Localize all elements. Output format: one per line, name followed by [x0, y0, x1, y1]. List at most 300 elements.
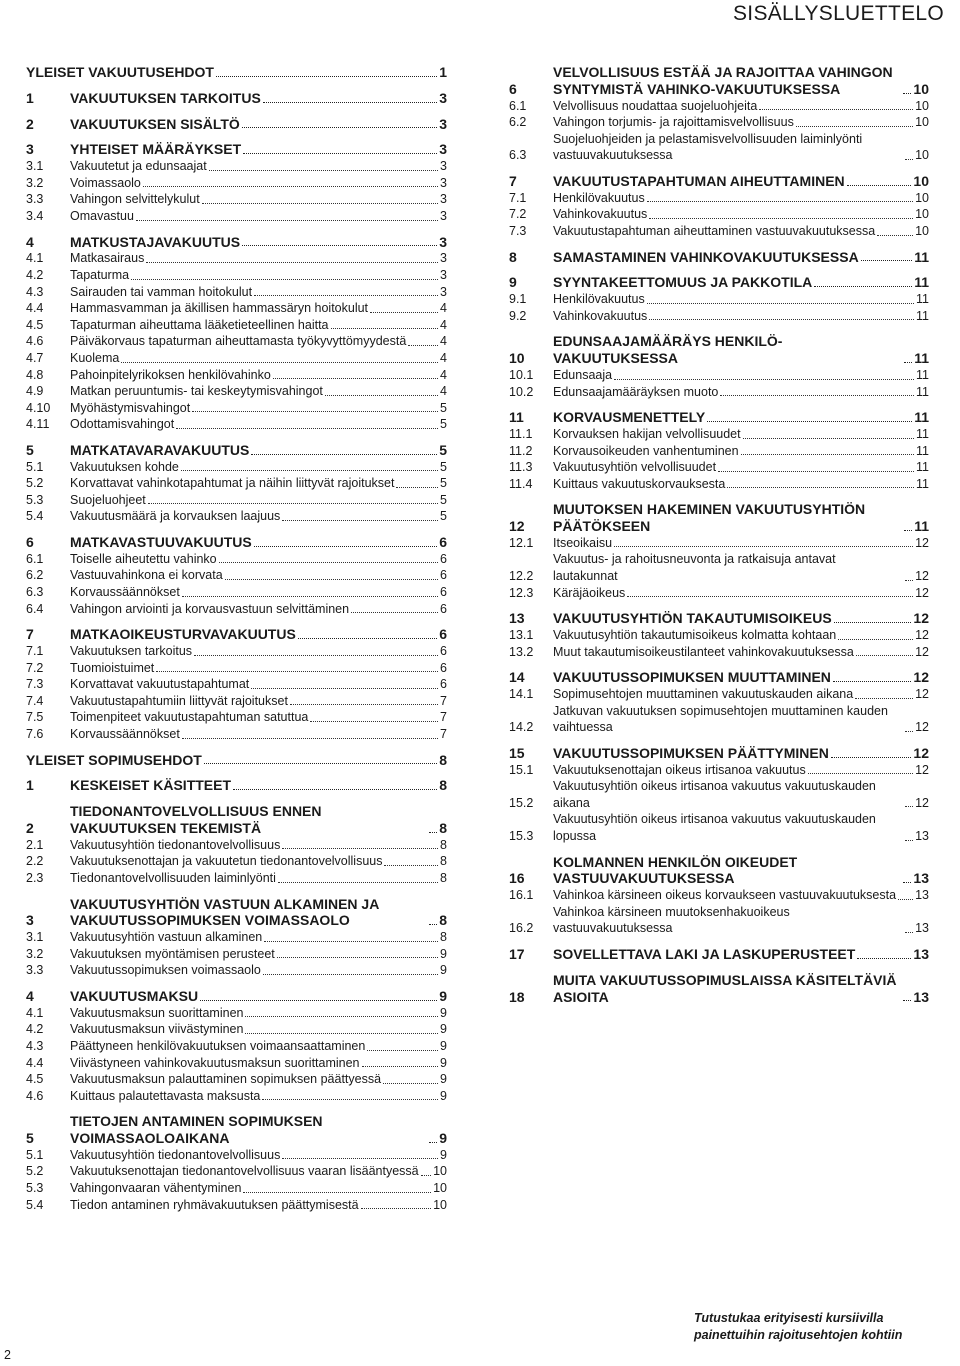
toc-entry-number: 3.2 — [26, 946, 44, 961]
toc-page-number: 13 — [913, 945, 929, 962]
toc-entry-title: Tiedon antaminen ryhmävakuutuksen päättymisestä — [70, 1197, 359, 1212]
toc-subsection-entry — [509, 190, 929, 207]
toc-subsection-entry — [509, 131, 929, 164]
toc-entry-number: 13.1 — [509, 628, 534, 643]
toc-entry-number: 15.2 — [509, 795, 534, 810]
toc-page-number: 8 — [439, 751, 447, 768]
toc-page-number: 6 — [440, 644, 447, 659]
toc-subsection-entry — [26, 300, 447, 317]
toc-entry-title: SAMASTAMINEN VAHINKOVAKUUTUKSESSA — [553, 248, 859, 265]
toc-entry-title: Vahinkovakuutus — [553, 308, 648, 323]
dot-leader — [429, 924, 437, 925]
toc-entry-title: Viivästyneen vahinkovakuutusmaksun suorittaminen — [70, 1055, 360, 1070]
dot-leader — [362, 1066, 439, 1067]
toc-entry-title: Suojeluohjeet — [70, 492, 146, 507]
toc-subsection-entry — [26, 1038, 447, 1055]
toc-entry-number: 7.1 — [26, 644, 44, 659]
dot-leader — [278, 882, 438, 883]
toc-entry-title: Vahingonvaaran vähentyminen — [70, 1181, 242, 1196]
toc-entry-number: 5.2 — [26, 476, 44, 491]
toc-entry-title: Vakuutusyhtiön vastuun alkaminen — [70, 930, 263, 945]
toc-subsection-entry — [26, 929, 447, 946]
toc-entry-title: Vakuutusyhtiön takautumisoikeus kolmatta kohtaan — [553, 628, 837, 643]
toc-entry-title: KORVAUSMENETTELY — [553, 409, 706, 426]
toc-entry-number: 3.2 — [26, 175, 44, 190]
toc-subsection-entry — [509, 443, 929, 460]
toc-entry-number: 12.1 — [509, 535, 534, 550]
toc-entry-title: Vakuutusyhtiön velvollisuudet — [553, 460, 717, 475]
toc-subsection-entry — [26, 191, 447, 208]
toc-page-number: 8 — [440, 870, 447, 885]
toc-entry-number: 6.3 — [509, 148, 527, 163]
toc-subsection-entry — [509, 644, 929, 661]
toc-section-entry — [26, 234, 447, 251]
toc-page-number: 4 — [440, 301, 447, 316]
toc-page-number: 9 — [440, 1055, 447, 1070]
toc-entry-title: EDUNSAAJAMÄÄRÄYS HENKILÖ-VAKUUTUKSESSA — [553, 333, 783, 367]
toc-entry-title: MATKAOIKEUSTURVAVAKUUTUS — [70, 626, 296, 643]
toc-page-number: 10 — [915, 190, 929, 205]
toc-subsection-entry — [26, 1147, 447, 1164]
toc-subsection-entry — [26, 208, 447, 225]
restriction-note — [694, 1310, 902, 1343]
dot-leader — [131, 279, 438, 280]
toc-entry-title: Vakuutusyhtiön tiedonantovelvollisuus — [70, 837, 281, 852]
dot-leader — [877, 235, 913, 236]
toc-page-number: 11 — [914, 409, 929, 426]
dot-leader — [905, 932, 913, 933]
toc-page-number: 11 — [916, 308, 929, 323]
toc-page-number: 10 — [915, 223, 929, 238]
toc-entry-number: 4 — [26, 233, 34, 250]
toc-entry-number: 7.3 — [26, 677, 44, 692]
toc-entry-title: VAKUUTUKSEN TARKOITUS — [70, 89, 261, 106]
toc-page-number: 9 — [440, 1005, 447, 1020]
toc-entry-title: YHTEISET MÄÄRÄYKSET — [70, 141, 242, 158]
dot-leader — [741, 454, 914, 455]
toc-entry-number: 10 — [509, 350, 525, 367]
dot-leader — [649, 218, 913, 219]
toc-page-number: 7 — [440, 710, 447, 725]
dot-leader — [156, 671, 438, 672]
toc-entry-number: 13 — [509, 610, 525, 627]
toc-page-number: 5 — [440, 400, 447, 415]
toc-entry-title: Edunsaaja — [553, 367, 613, 382]
toc-entry-number: 14.1 — [509, 687, 534, 702]
toc-entry-number: 6.3 — [26, 585, 44, 600]
toc-subsection-entry — [509, 627, 929, 644]
dot-leader — [262, 1099, 438, 1100]
toc-entry-number: 14.2 — [509, 720, 534, 735]
toc-page-number: 7 — [440, 693, 447, 708]
dot-leader — [796, 126, 913, 127]
toc-page-number: 10 — [915, 207, 929, 222]
toc-entry-number: 6.1 — [509, 98, 527, 113]
toc-entry-number: 12.2 — [509, 569, 534, 584]
dot-leader — [233, 789, 437, 790]
toc-subsection-entry — [26, 853, 447, 870]
toc-section-entry — [509, 669, 929, 686]
dot-leader — [857, 958, 911, 959]
dot-leader — [310, 721, 438, 722]
toc-entry-title: Vahingon arviointi ja korvausvastuun selvittäminen — [70, 601, 350, 616]
toc-entry-number: 4.1 — [26, 251, 44, 266]
dot-leader — [855, 698, 913, 699]
toc-entry-title: Tiedonantovelvollisuuden laiminlyönti — [70, 870, 276, 885]
dot-leader — [383, 1083, 438, 1084]
toc-page-number: 12 — [915, 535, 929, 550]
toc-subsection-entry — [509, 686, 929, 703]
toc-page-number: 12 — [915, 762, 929, 777]
dot-leader — [614, 546, 913, 547]
toc-page-number: 11 — [914, 274, 929, 291]
toc-entry-title: KOLMANNEN HENKILÖN OIKEUDET VASTUUVAKUUTUKSESSA — [553, 853, 798, 887]
dot-leader — [838, 639, 913, 640]
toc-entry-number: 15.3 — [509, 828, 534, 843]
toc-entry-title: Vakuutussopimuksen voimassaolo — [70, 963, 261, 978]
toc-entry-title: Vakuutuksenottajan ja vakuutetun tiedonantovelvollisuus — [70, 854, 383, 869]
toc-entry-title: Vakuutusyhtiön tiedonantovelvollisuus — [70, 1147, 281, 1162]
toc-entry-number: 7.5 — [26, 710, 44, 725]
toc-entry-number: 4.2 — [26, 1022, 44, 1037]
toc-page-number: 8 — [440, 854, 447, 869]
dot-leader — [121, 362, 438, 363]
toc-section-entry — [26, 442, 447, 459]
toc-entry-number: 7.3 — [509, 223, 527, 238]
toc-entry-number: 6.4 — [26, 601, 44, 616]
toc-page-number: 3 — [440, 284, 447, 299]
toc-entry-number: 1 — [26, 777, 34, 794]
toc-entry-number: 7 — [509, 172, 517, 189]
toc-section-entry — [509, 173, 929, 190]
toc-entry-number: 2.3 — [26, 870, 44, 885]
toc-entry-title: Jatkuvan vakuutuksen sopimusehtojen muuttaminen kauden vaihtuessa — [553, 703, 888, 735]
toc-subsection-entry — [26, 946, 447, 963]
toc-entry-number: 5.1 — [26, 459, 44, 474]
toc-entry-title: Vahingon torjumis- ja rajoittamisvelvollisuus — [553, 115, 794, 130]
dot-leader — [834, 622, 912, 623]
dot-leader — [282, 1158, 438, 1159]
toc-entry-title: Odottamisvahingot — [70, 417, 175, 432]
toc-page-number: 5 — [439, 441, 447, 458]
dot-leader — [847, 185, 912, 186]
toc-entry-title: Vakuutusmaksun suorittaminen — [70, 1005, 244, 1020]
toc-entry-title: Vakuutuksen kohde — [70, 459, 179, 474]
toc-entry-title: Voimassaolo — [70, 175, 141, 190]
toc-entry-title: VAKUUTUSYHTIÖN VASTUUN ALKAMINEN JA VAKUUTUSSOPIMUKSEN VOIMASSAOLO — [70, 895, 379, 929]
dot-leader — [143, 186, 438, 187]
dot-leader — [429, 1142, 437, 1143]
toc-subsection-entry — [26, 551, 447, 568]
toc-entry-title: MATKUSTAJAVAKUUTUS — [70, 233, 241, 250]
toc-page-number: 9 — [440, 1088, 447, 1103]
toc-entry-number: 12.3 — [509, 585, 534, 600]
dot-leader — [707, 421, 912, 422]
toc-page-number: 6 — [439, 534, 447, 551]
toc-entry-title: Vakuutustapahtuman aiheuttaminen vastuuvakuutuksessa — [553, 223, 876, 238]
toc-subsection-entry — [26, 726, 447, 743]
toc-entry-number: 11.1 — [509, 426, 533, 441]
toc-subsection-entry — [26, 317, 447, 334]
toc-section-entry — [26, 534, 447, 551]
toc-entry-title: KESKEISET KÄSITTEET — [70, 777, 232, 794]
toc-page-number: 6 — [440, 601, 447, 616]
toc-entry-number: 3.1 — [26, 930, 44, 945]
dot-leader — [903, 1000, 911, 1001]
toc-entry-title: Korvauksen hakijan velvollisuudet — [553, 426, 741, 441]
toc-page-number: 8 — [439, 912, 447, 929]
dot-leader — [833, 681, 912, 682]
toc-page-number: 5 — [440, 459, 447, 474]
toc-page-number: 11 — [916, 292, 929, 307]
toc-page-number: 11 — [916, 367, 929, 382]
toc-page-number: 3 — [439, 233, 447, 250]
toc-subsection-entry — [509, 585, 929, 602]
toc-entry-number: 5.1 — [26, 1147, 44, 1162]
toc-subsection-entry — [26, 508, 447, 525]
dot-leader — [194, 655, 438, 656]
toc-entry-title: Sairauden tai vamman hoitokulut — [70, 284, 253, 299]
toc-entry-number: 16 — [509, 870, 525, 887]
toc-page-number: 13 — [915, 888, 929, 903]
toc-page-number: 10 — [433, 1181, 447, 1196]
toc-entry-number: 11.4 — [509, 476, 533, 491]
toc-entry-title: Henkilövakuutus — [553, 292, 645, 307]
dot-leader — [251, 454, 437, 455]
toc-page-number: 5 — [440, 417, 447, 432]
toc-entry-title: Matkan peruuntumis- tai keskeytymisvahingot — [70, 384, 323, 399]
toc-page-number: 8 — [440, 837, 447, 852]
toc-page-number: 12 — [913, 744, 929, 761]
toc-subsection-entry — [26, 837, 447, 854]
dot-leader — [245, 1033, 438, 1034]
toc-page-number: 10 — [913, 172, 929, 189]
toc-subsection-entry — [26, 383, 447, 400]
toc-entry-number: 7.2 — [509, 207, 527, 222]
toc-page-number: 12 — [915, 795, 929, 810]
toc-page-number: 11 — [916, 460, 929, 475]
toc-entry-title: YLEISET SOPIMUSEHDOT — [26, 751, 202, 768]
dot-leader — [200, 1000, 437, 1001]
toc-entry-title: Pahoinpitelyrikoksen henkilövahinko — [70, 367, 271, 382]
dot-leader — [263, 974, 438, 975]
toc-page-number: 10 — [433, 1197, 447, 1212]
toc-subsection-entry — [26, 709, 447, 726]
toc-entry-title: Vakuutusmaksun palauttaminen sopimuksen päättyessä — [70, 1072, 382, 1087]
toc-entry-number: 6.1 — [26, 551, 44, 566]
toc-entry-number: 7.6 — [26, 727, 44, 741]
toc-entry-number: 2 — [26, 115, 34, 132]
toc-subsection-entry — [509, 887, 929, 904]
toc-entry-title: YLEISET VAKUUTUSEHDOT — [26, 64, 214, 80]
toc-subsection-entry — [509, 476, 929, 493]
toc-section-entry — [509, 274, 929, 291]
toc-subsection-entry — [509, 426, 929, 443]
toc-entry-title: Päiväkorvaus tapaturman aiheuttamasta työkyvyttömyydestä — [70, 334, 407, 349]
toc-subsection-entry — [26, 333, 447, 350]
restriction-note-line-2: painettuihin rajoitusehtojen kohtiin — [694, 1327, 903, 1342]
toc-page-number: 3 — [440, 267, 447, 282]
dot-leader — [647, 201, 913, 202]
dot-leader — [384, 865, 438, 866]
toc-section-entry — [26, 803, 447, 837]
restriction-note-line-1: Tutustukaa erityisesti kursiivilla — [694, 1311, 884, 1325]
dot-leader — [216, 76, 437, 77]
dot-leader — [254, 546, 437, 547]
toc-page-number: 3 — [440, 159, 447, 174]
dot-leader — [627, 596, 913, 597]
toc-entry-number: 10.2 — [509, 384, 534, 399]
toc-subsection-entry — [509, 703, 929, 736]
toc-page-number: 6 — [440, 660, 447, 675]
toc-entry-number: 4.9 — [26, 384, 44, 399]
toc-section-entry — [509, 501, 929, 535]
dot-leader — [219, 562, 438, 563]
toc-subsection-entry — [26, 367, 447, 384]
toc-entry-title: Tuomioistuimet — [70, 660, 155, 675]
toc-page-number: 10 — [913, 80, 929, 97]
toc-page-number: 4 — [440, 317, 447, 332]
toc-entry-title: MATKAVASTUUVAKUUTUS — [70, 534, 252, 551]
toc-subsection-entry — [26, 962, 447, 979]
toc-subsection-entry — [26, 643, 447, 660]
toc-page-number: 9 — [440, 1147, 447, 1162]
dot-leader — [370, 312, 438, 313]
dot-leader — [298, 638, 437, 639]
toc-entry-number: 9.1 — [509, 292, 527, 307]
dot-leader — [905, 806, 913, 807]
dot-leader — [429, 832, 437, 833]
toc-subsection-entry — [26, 175, 447, 192]
dot-leader — [905, 840, 913, 841]
toc-subsection-entry — [26, 584, 447, 601]
toc-entry-number: 7.2 — [26, 660, 44, 675]
dot-leader — [905, 159, 913, 160]
toc-entry-number: 4.6 — [26, 334, 44, 349]
toc-entry-title: Vahinkovakuutus — [553, 207, 648, 222]
toc-page-number: 3 — [440, 251, 447, 266]
toc-entry-number: 4 — [26, 987, 34, 1004]
toc-entry-title: Vakuutuksen myöntämisen perusteet — [70, 946, 275, 961]
toc-page-number: 4 — [440, 384, 447, 399]
toc-entry-number: 3.4 — [26, 208, 44, 223]
dot-leader — [720, 395, 914, 396]
toc-subsection-entry — [26, 459, 447, 476]
dot-leader — [251, 688, 438, 689]
toc-entry-number: 5.3 — [26, 1181, 44, 1196]
toc-subsection-entry — [509, 811, 929, 844]
toc-entry-title: Päättyneen henkilövakuutuksen voimaansaattaminen — [70, 1038, 366, 1053]
toc-subsection-entry — [26, 870, 447, 887]
dot-leader — [182, 596, 438, 597]
toc-subsection-entry — [26, 1180, 447, 1197]
dot-leader — [421, 1175, 431, 1176]
toc-entry-number: 6.2 — [26, 568, 44, 583]
toc-entry-number: 4.4 — [26, 301, 44, 316]
dot-leader — [718, 471, 914, 472]
toc-entry-title: VAKUUTUSTAPAHTUMAN AIHEUTTAMINEN — [553, 172, 845, 189]
toc-page-number: 9 — [439, 1130, 447, 1147]
toc-entry-number: 2 — [26, 819, 34, 836]
toc-entry-title: TIEDONANTOVELVOLLISUUS ENNEN VAKUUTUKSEN TEKEMISTÄ — [70, 803, 322, 836]
toc-subsection-entry — [26, 350, 447, 367]
toc-entry-number: 3 — [26, 912, 34, 929]
toc-page-number: 11 — [916, 443, 929, 458]
toc-entry-title: Muut takautumisoikeustilanteet vahinkovakuutuksessa — [553, 644, 854, 659]
dot-leader — [325, 395, 438, 396]
toc-entry-number: 4.5 — [26, 1072, 44, 1087]
toc-subsection-entry — [26, 284, 447, 301]
toc-page-number: 3 — [440, 175, 447, 190]
dot-leader — [647, 303, 914, 304]
toc-subsection-entry — [26, 1071, 447, 1088]
dot-leader — [243, 1192, 431, 1193]
toc-subsection-entry — [509, 114, 929, 131]
dot-leader — [192, 411, 438, 412]
toc-subsection-entry — [26, 567, 447, 584]
toc-page-number: 4 — [440, 367, 447, 382]
toc-page-number: 12 — [913, 610, 929, 627]
dot-leader — [856, 655, 913, 656]
toc-section-entry — [26, 777, 447, 794]
dot-leader — [898, 899, 913, 900]
toc-entry-number: 6.2 — [509, 115, 527, 130]
dot-leader — [904, 530, 912, 531]
dot-leader — [254, 295, 438, 296]
toc-entry-number: 4.3 — [26, 284, 44, 299]
dot-leader — [903, 93, 911, 94]
toc-entry-number: 5 — [26, 1130, 34, 1147]
toc-entry-number: 16.2 — [509, 921, 534, 936]
toc-page-number: 13 — [915, 921, 929, 936]
dot-leader — [243, 153, 437, 154]
toc-entry-title: Toiselle aiheutettu vahinko — [70, 551, 217, 566]
toc-section-entry — [509, 249, 929, 266]
toc-page-number: 12 — [915, 720, 929, 735]
toc-page-number: 10 — [915, 98, 929, 113]
toc-entry-title: MUITA VAKUUTUSSOPIMUSLAISSA KÄSITELTÄVIÄ ASIOITA — [553, 971, 897, 1005]
toc-page-number: 11 — [916, 384, 929, 399]
toc-entry-title: Korvaussäännökset — [70, 727, 180, 741]
dot-leader — [209, 170, 438, 171]
toc-entry-title: Kuolema — [70, 350, 120, 365]
toc-page-number: 6 — [440, 568, 447, 583]
toc-section-entry — [26, 116, 447, 133]
toc-entry-title: Korvaussäännökset — [70, 585, 180, 600]
toc-entry-number: 16.1 — [509, 888, 534, 903]
toc-entry-number: 3.1 — [26, 159, 44, 174]
toc-subsection-entry — [509, 308, 929, 325]
toc-section-entry — [509, 333, 929, 367]
toc-entry-number: 7.1 — [509, 190, 527, 205]
toc-entry-title: Matkasairaus — [70, 251, 145, 266]
toc-page-number: 7 — [440, 727, 447, 741]
dot-leader — [146, 262, 438, 263]
toc-entry-title: Hammasvamman ja äkillisen hammassäryn hoitokulut — [70, 301, 369, 316]
toc-entry-number: 4.1 — [26, 1005, 44, 1020]
dot-leader — [204, 763, 437, 764]
toc-entry-number: 5.4 — [26, 1197, 44, 1212]
dot-leader — [176, 428, 438, 429]
dot-leader — [904, 362, 912, 363]
toc-entry-number: 9 — [509, 274, 517, 291]
toc-subsection-entry — [26, 1021, 447, 1038]
toc-entry-number: 4.2 — [26, 267, 44, 282]
toc-page-number: 3 — [439, 115, 447, 132]
toc-entry-number: 13.2 — [509, 644, 534, 659]
toc-subsection-entry — [26, 1088, 447, 1105]
toc-entry-number: 11 — [509, 409, 524, 426]
